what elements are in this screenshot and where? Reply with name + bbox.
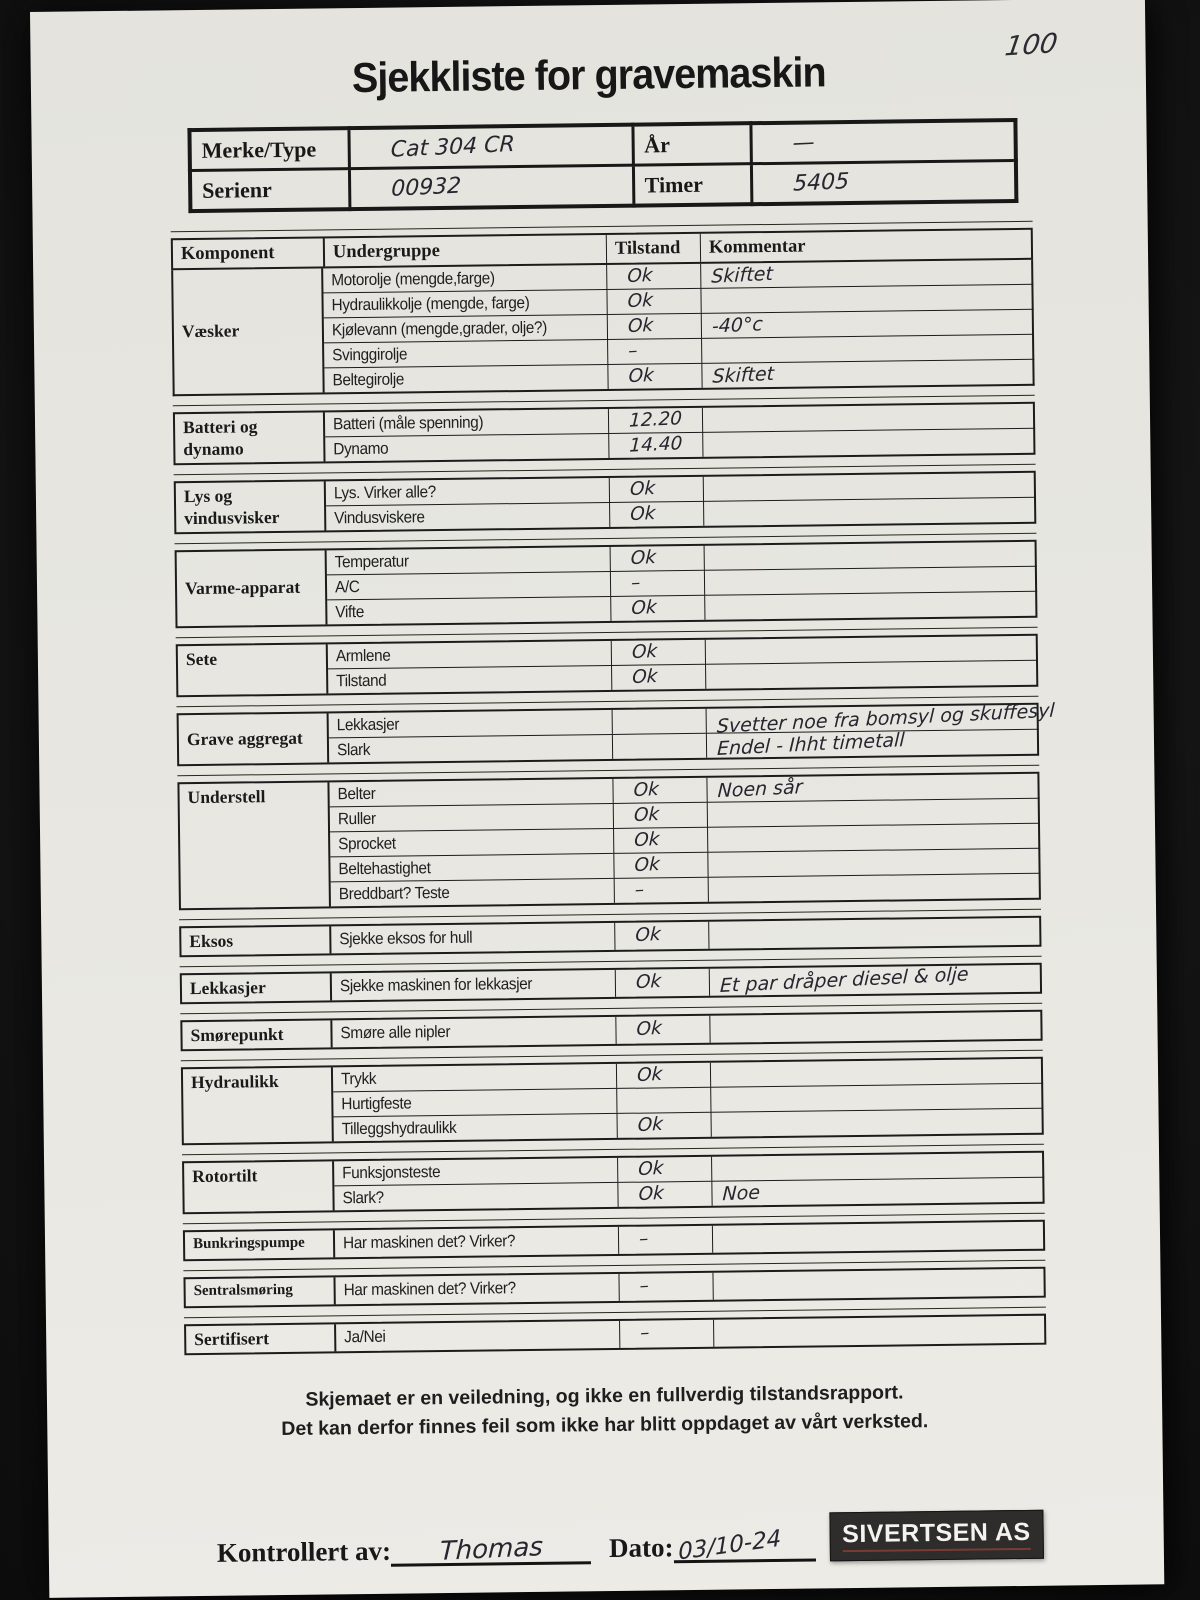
logo-text: SIVERTSEN AS	[842, 1517, 1031, 1551]
handwritten-status: Ok	[633, 828, 660, 851]
handwritten-status: Ok	[635, 971, 662, 994]
serienr-value: 00932	[349, 165, 633, 209]
handwritten-status: Ok	[633, 778, 660, 801]
component-label: Hydraulikk	[183, 1067, 334, 1143]
handwritten-status: Ok	[629, 477, 656, 500]
item-cell	[329, 734, 612, 762]
comment-cell	[704, 591, 1037, 620]
item-label: Dynamo	[333, 439, 389, 458]
handwritten-comment: Svetter noe fra bomsyl og skuffesyl	[716, 699, 1056, 738]
item-cell	[324, 364, 607, 392]
handwritten-status: –	[630, 572, 641, 594]
comment-cell	[712, 1222, 1045, 1253]
table-row	[190, 160, 1016, 211]
checklist	[171, 221, 1056, 1355]
item-cell	[330, 828, 613, 856]
status-cell	[615, 969, 709, 997]
col-header-komponent: Komponent	[180, 242, 275, 264]
handwritten-date: 03/10-24	[677, 1525, 782, 1566]
item-label: Ja/Nei	[344, 1327, 386, 1347]
status-cell	[612, 778, 706, 803]
item-label: Har maskinen det? Virker?	[342, 1232, 516, 1253]
item-label: Breddbart? Teste	[338, 883, 450, 903]
item-label: Batteri (måle spenning)	[332, 412, 484, 433]
item-label: Har maskinen det? Virker?	[343, 1279, 516, 1300]
handwritten-comment: Endel - Ihht timetall	[716, 728, 906, 760]
status-cell	[609, 501, 703, 527]
item-label: Lys. Virker alle?	[333, 482, 436, 502]
item-cell	[326, 502, 609, 530]
item-label: Slark	[336, 740, 371, 759]
handwritten-status: Ok	[626, 264, 653, 287]
machine-info-table	[187, 118, 1018, 213]
signature-row	[216, 1509, 1044, 1568]
component-label: Smørepunkt	[182, 1020, 332, 1049]
item-cell	[332, 970, 615, 1000]
timer-value: 5405	[751, 160, 1016, 204]
section-sertifisert	[184, 1314, 1046, 1356]
item-label: Kjølevann (mengde,grader, olje?)	[331, 318, 547, 339]
item-label: Smøre alle nipler	[340, 1022, 451, 1043]
disclaimer-line-2: Det kan derfor finnes feil som ikke har blitt oppdaget av vårt verksted.	[281, 1410, 929, 1441]
comment-cell	[708, 873, 1041, 902]
handwritten-status: Ok	[634, 924, 662, 947]
item-label: Lekkasjer	[336, 715, 400, 734]
item-cell	[330, 803, 613, 831]
handwritten-status: –	[639, 1322, 650, 1345]
handwritten-status: Ok	[627, 289, 654, 312]
handwritten-comment: Noen sår	[717, 775, 803, 802]
item-cell	[328, 665, 611, 693]
item-label: Belter	[337, 784, 376, 803]
status-cell	[613, 852, 707, 878]
item-cell	[323, 289, 606, 317]
item-cell	[334, 1158, 617, 1185]
handwritten-status: –	[638, 1228, 649, 1251]
item-label: Tilstand	[336, 671, 387, 690]
item-cell	[336, 1321, 619, 1351]
comment-cell	[703, 497, 1036, 526]
handwritten-status: –	[634, 879, 645, 901]
item-cell	[331, 923, 614, 953]
status-cell	[611, 640, 705, 665]
section-batteri-og-dynamo	[173, 402, 1036, 466]
handwritten-status: –	[639, 1275, 650, 1298]
status-cell	[606, 264, 700, 289]
item-label: Hurtigfeste	[341, 1093, 412, 1113]
item-cell	[334, 1113, 617, 1141]
item-cell	[331, 878, 614, 906]
date-label: Dato:	[608, 1531, 674, 1563]
status-cell	[614, 877, 708, 903]
paper-sheet	[30, 0, 1164, 1598]
comment-cell	[705, 660, 1038, 689]
merke-type-value: Cat 304 CR	[349, 125, 633, 169]
item-label: Vindusviskere	[334, 507, 425, 527]
item-cell	[324, 314, 607, 342]
section-sentralsm-ring	[183, 1267, 1045, 1309]
timer-label: Timer	[633, 164, 751, 206]
status-cell	[613, 827, 707, 853]
item-cell	[325, 433, 608, 461]
comment-cell	[710, 1108, 1043, 1137]
ar-value: —	[750, 120, 1015, 164]
handwritten-status: 12.20	[628, 407, 683, 432]
item-label: Vifte	[335, 602, 365, 621]
checked-by-label: Kontrollert av:	[216, 1535, 392, 1568]
comment-cell	[712, 1269, 1045, 1300]
section-eksos	[179, 916, 1041, 958]
handwritten-comment: Et par dråper diesel & olje	[719, 963, 970, 998]
item-cell	[333, 1064, 616, 1091]
handwritten-status: Ok	[628, 364, 655, 387]
component-label: Rotortilt	[184, 1161, 335, 1212]
sivertsen-logo	[829, 1509, 1044, 1561]
handwritten-status: Ok	[638, 1182, 665, 1205]
item-label: A/C	[334, 577, 360, 596]
status-cell	[616, 1112, 710, 1138]
date-line	[673, 1525, 815, 1566]
section-sm-repunkt	[180, 1010, 1042, 1052]
comment-cell	[713, 1316, 1046, 1347]
section-lekkasjer	[180, 963, 1042, 1005]
item-cell	[324, 339, 607, 367]
item-label: Temperatur	[334, 551, 409, 571]
item-label: Beltehastighet	[338, 858, 431, 878]
status-cell	[616, 1063, 710, 1088]
status-cell	[615, 1016, 709, 1044]
status-cell	[608, 432, 702, 458]
status-cell	[614, 922, 708, 950]
handwritten-comment: Skiftet	[712, 362, 775, 388]
component-label: Batteri og dynamo	[175, 412, 326, 463]
item-cell	[330, 853, 613, 881]
section-rotortilt	[182, 1151, 1045, 1215]
item-label: Funksjonsteste	[342, 1162, 441, 1182]
section-sete	[176, 634, 1039, 698]
handwritten-status: Ok	[634, 853, 661, 876]
handwritten-status: Ok	[631, 665, 658, 688]
handwritten-comment: Noe	[722, 1180, 761, 1205]
handwritten-status: Ok	[629, 502, 656, 525]
comment-cell	[702, 428, 1035, 457]
comment-cell	[709, 1012, 1042, 1043]
item-cell	[335, 1274, 618, 1304]
component-label: Grave aggregat	[179, 713, 330, 764]
status-cell	[611, 664, 705, 690]
handwritten-status: Ok	[631, 640, 658, 663]
handwritten-status: Ok	[630, 546, 657, 569]
item-cell	[327, 596, 610, 624]
component-label: Sete	[178, 644, 329, 695]
item-cell	[332, 1017, 615, 1047]
item-cell	[327, 547, 610, 574]
handwritten-status: Ok	[637, 1113, 664, 1136]
handwritten-status: Ok	[633, 803, 660, 826]
component-label: Sertifisert	[186, 1324, 336, 1353]
status-cell	[610, 570, 704, 596]
section-bunkringspumpe	[183, 1220, 1045, 1262]
component-label: Væsker	[173, 268, 325, 394]
section-varme-apparat	[175, 540, 1038, 629]
handwritten-comment: Skiftet	[710, 262, 774, 288]
item-label: Trykk	[340, 1069, 377, 1088]
section-hydraulikk	[181, 1057, 1044, 1146]
col-header-undergruppe: Undergruppe	[323, 235, 606, 266]
item-label: Hydraulikkolje (mengde, farge)	[331, 293, 530, 314]
component-label: Lys og vindusvisker	[176, 481, 327, 532]
item-label: Svinggirolje	[332, 344, 408, 364]
status-cell	[617, 1157, 711, 1182]
component-label: Bunkringspumpe	[185, 1230, 335, 1259]
item-cell	[333, 1088, 616, 1116]
item-cell	[326, 478, 609, 505]
item-label: Sjekke maskinen for lekkasjer	[339, 974, 533, 996]
status-cell	[610, 595, 704, 621]
item-label: Motorolje (mengde,farge)	[331, 268, 495, 289]
page-title: Sjekkliste for gravemaskin	[351, 48, 826, 102]
comment-cell	[711, 1177, 1044, 1206]
handwritten-page-number: 100	[1003, 28, 1061, 63]
item-cell	[334, 1182, 617, 1210]
merke-type-label: Merke/Type	[189, 128, 349, 170]
serienr-label: Serienr	[190, 169, 350, 211]
handwritten-status: Ok	[630, 596, 658, 619]
handwritten-status: Ok	[636, 1018, 663, 1041]
handwritten-name: Thomas	[438, 1531, 544, 1567]
status-cell	[607, 363, 701, 389]
handwritten-status: 14.40	[628, 432, 683, 457]
status-cell	[613, 802, 707, 828]
handwritten-comment: -40°c	[711, 312, 764, 338]
status-cell	[618, 1273, 712, 1301]
disclaimer-line-1: Skjemaet er en veiledning, og ikke en fullverdig tilstandsrapport.	[305, 1381, 904, 1411]
status-cell	[606, 288, 700, 314]
item-cell	[329, 779, 612, 806]
item-cell	[328, 641, 611, 668]
section-lys-og-vindusvisker	[174, 471, 1037, 535]
item-label: Sprocket	[338, 834, 396, 853]
comment-cell	[701, 359, 1034, 388]
status-cell	[612, 733, 706, 759]
col-header-tilstand: Tilstand	[606, 234, 700, 263]
section-v-sker	[171, 260, 1034, 397]
component-label: Eksos	[181, 926, 331, 955]
status-cell	[619, 1320, 713, 1348]
comment-cell	[709, 965, 1042, 996]
section-grave-aggregat	[177, 699, 1056, 767]
handwritten-status: –	[627, 340, 638, 362]
item-label: Sjekke eksos for hull	[339, 928, 473, 949]
item-label: Ruller	[337, 809, 376, 828]
component-label: Understell	[179, 782, 331, 908]
component-label: Sentralsmøring	[185, 1277, 335, 1306]
item-label: Tilleggshydraulikk	[341, 1118, 457, 1138]
handwritten-status: Ok	[636, 1063, 663, 1086]
handwritten-status: Ok	[627, 314, 654, 337]
col-header-kommentar: Kommentar	[700, 230, 1033, 262]
checked-by-signature-line	[391, 1531, 591, 1567]
section-understell	[177, 772, 1040, 911]
item-cell	[329, 710, 612, 737]
status-cell	[617, 1181, 711, 1207]
item-label: Armlene	[335, 646, 391, 665]
item-cell	[323, 265, 606, 292]
ar-label: År	[632, 123, 750, 165]
component-label: Lekkasjer	[182, 973, 332, 1002]
item-cell	[335, 1227, 618, 1257]
disclaimer-text	[47, 1375, 1163, 1447]
item-label: Slark?	[342, 1188, 384, 1207]
status-cell	[608, 408, 702, 433]
item-label: Beltegirolje	[332, 369, 405, 389]
component-label: Varme-apparat	[177, 550, 328, 626]
status-cell	[612, 709, 706, 734]
handwritten-status: Ok	[637, 1157, 664, 1180]
item-cell	[325, 409, 608, 436]
status-cell	[610, 546, 704, 571]
status-cell	[609, 477, 703, 502]
status-cell	[607, 313, 701, 339]
status-cell	[618, 1226, 712, 1254]
status-cell	[607, 338, 701, 364]
status-cell	[616, 1087, 710, 1113]
item-cell	[327, 571, 610, 599]
checklist-sections	[171, 260, 1056, 1355]
comment-cell	[708, 918, 1041, 949]
